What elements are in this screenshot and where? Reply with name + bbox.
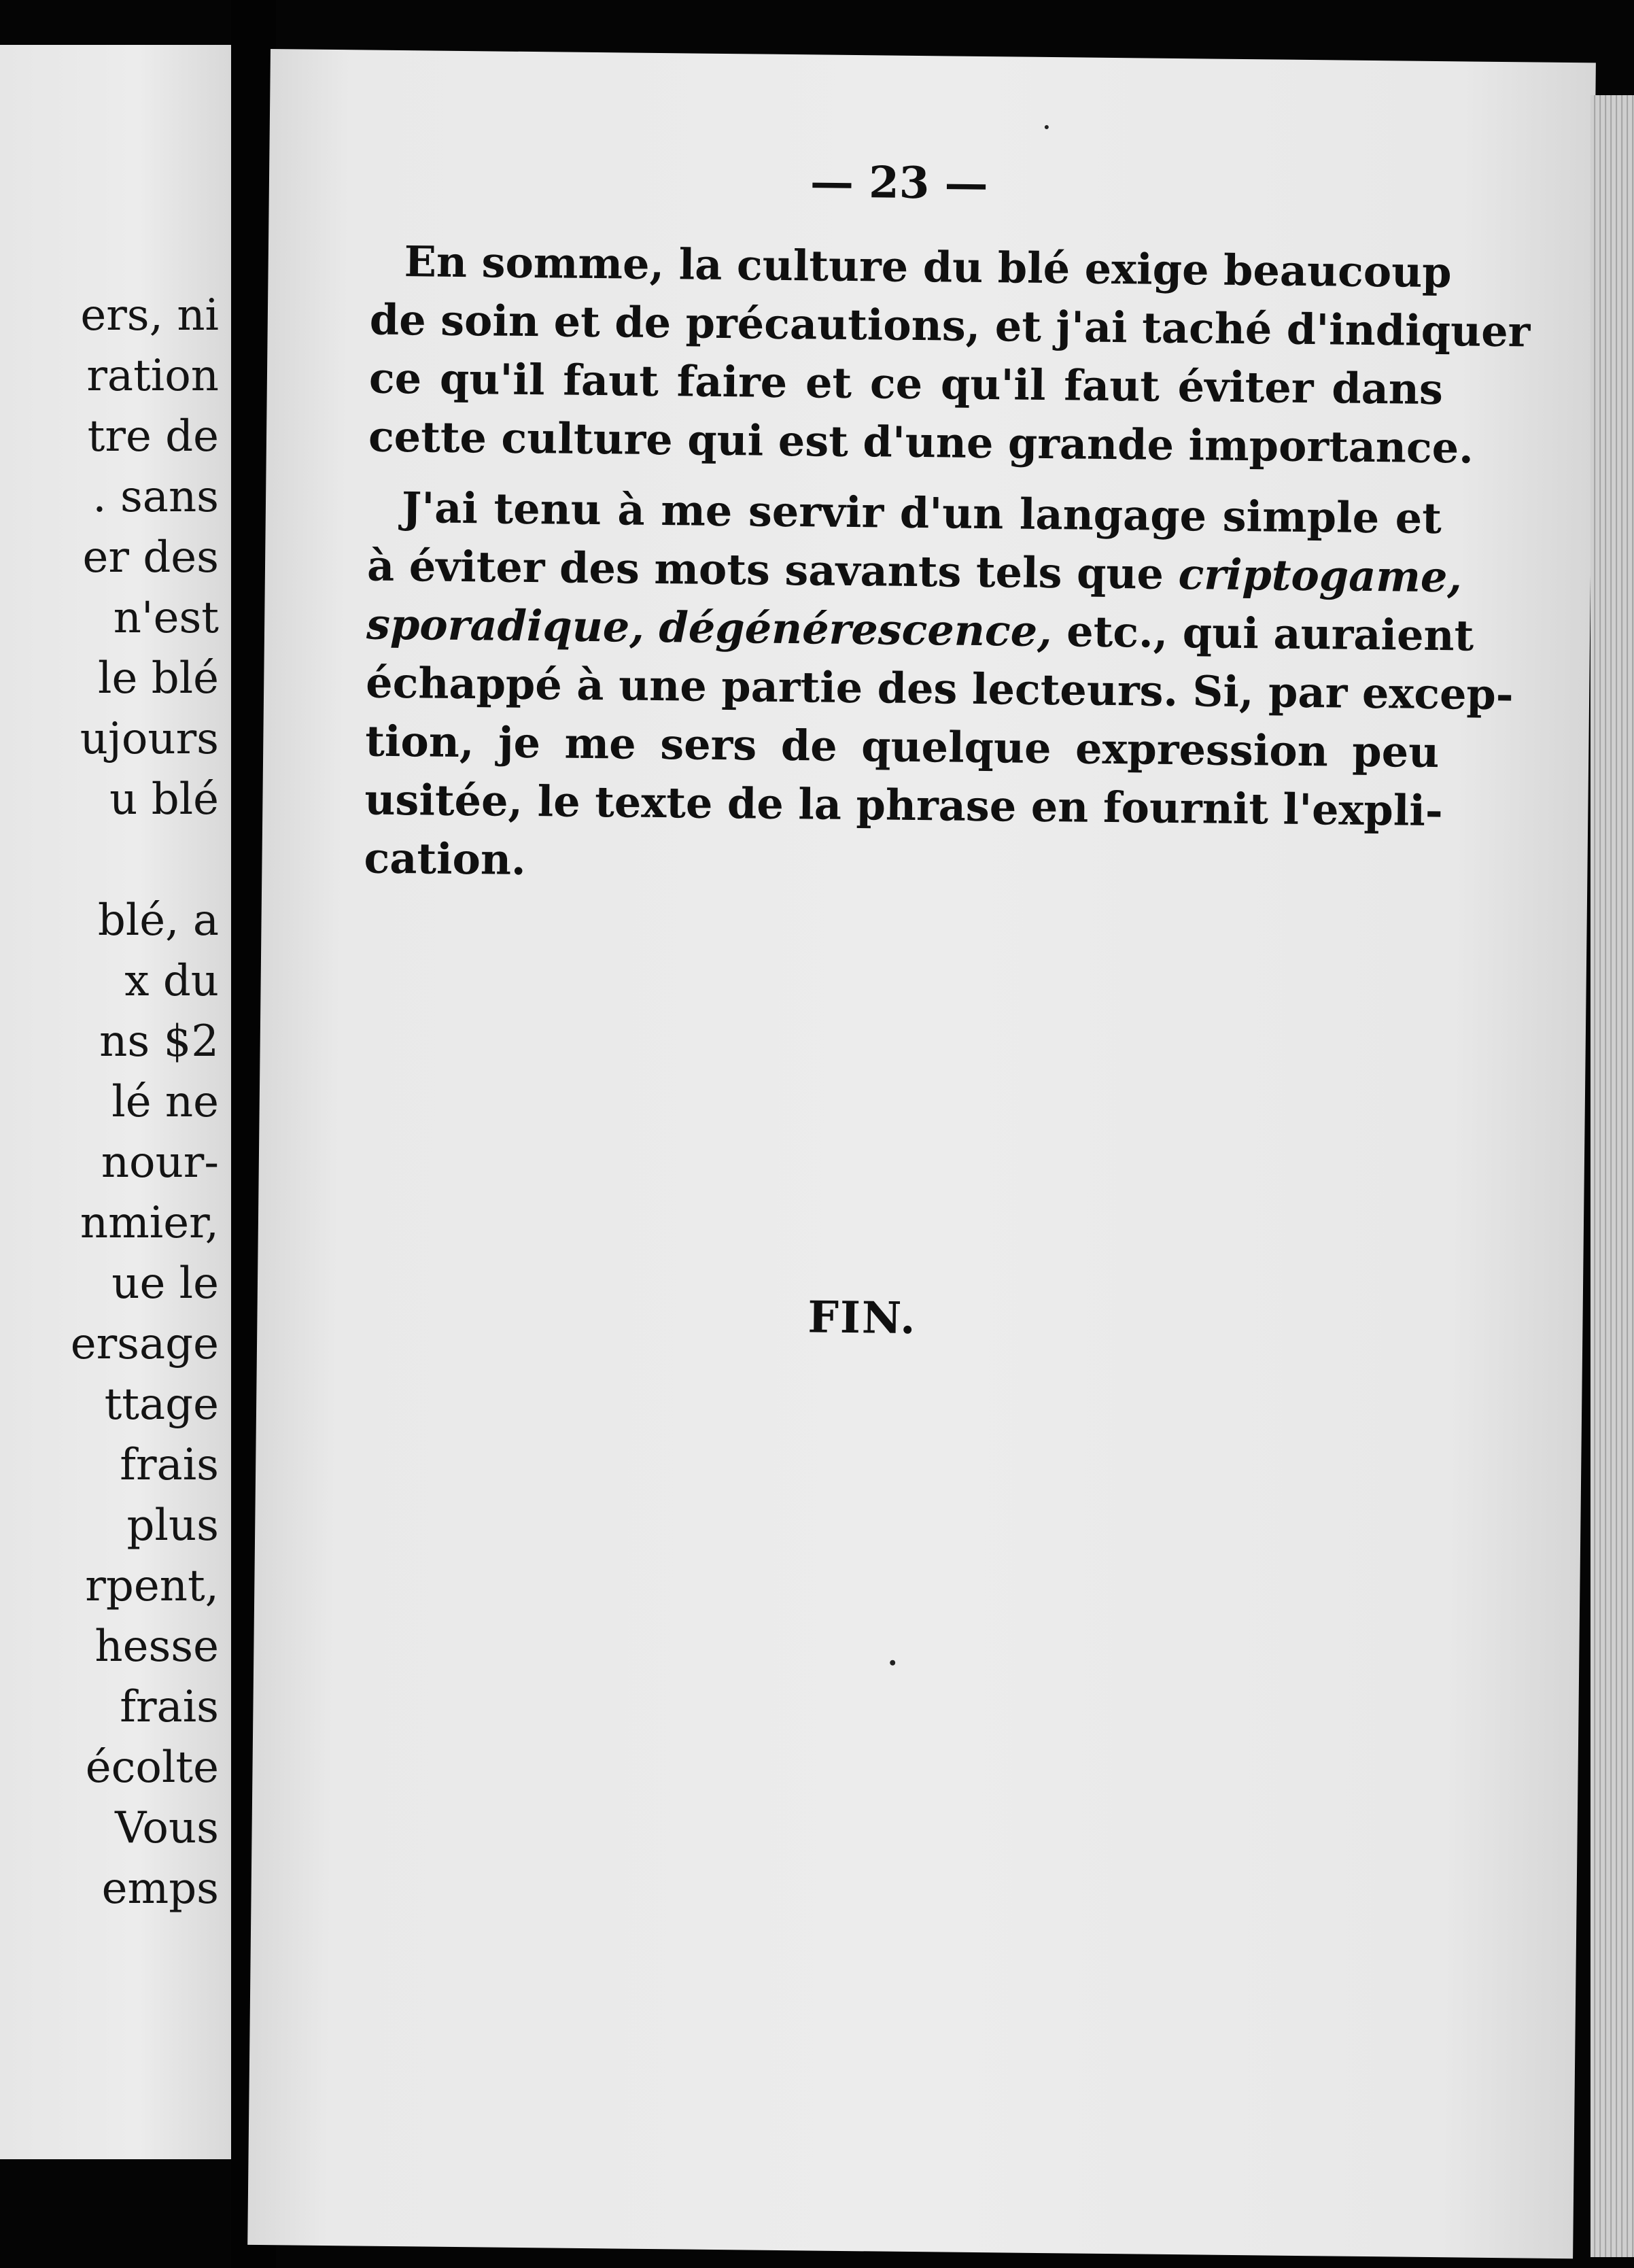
left-page-line-fragment: tre de [87, 411, 219, 462]
left-page-line-fragment: ns $2 [99, 1016, 219, 1067]
left-page-line-fragment: le blé [98, 653, 219, 704]
left-page-line-fragment: x du [124, 956, 219, 1006]
left-page-line-fragment: rpent, [85, 1561, 219, 1611]
left-page-line-fragment: ration [86, 351, 219, 401]
left-page-line-fragment: . sans [92, 472, 219, 522]
page-number: — 23 — [810, 156, 988, 210]
italic-term-criptogame: criptogame, [1178, 549, 1463, 602]
ink-speck [890, 1660, 895, 1666]
left-page-line-fragment: blé, a [97, 895, 219, 946]
left-page-line-fragment: écolte [85, 1742, 219, 1793]
left-page-line-fragment: ttage [104, 1379, 219, 1430]
left-page-line-fragment: frais [120, 1682, 219, 1732]
paragraph-2-line-4: échappé à une partie des lecteurs. Si, par excep- [365, 657, 1514, 720]
paragraph-2-line-2 [366, 540, 1463, 602]
left-page-line-fragment: Vous [115, 1803, 219, 1853]
page-edges [1590, 95, 1634, 2257]
paragraph-2-line-5: tion, je me sers de quelque expression peu [364, 716, 1440, 778]
paragraph-2-line-1: J'ai tenu à me servir d'un langage simple et [401, 483, 1442, 544]
left-page-line-fragment: emps [101, 1863, 219, 1914]
paragraph-2-line-3 [366, 599, 1474, 661]
paragraph-1-line-4: cette culture qui est d'une grande importance. [368, 411, 1474, 473]
left-page-line-fragment: lé ne [111, 1077, 219, 1127]
left-page-line-fragment: nmier, [80, 1198, 219, 1248]
left-page-line-fragment: u blé [109, 774, 219, 825]
italic-term-degenerescence: dégénérescence, [659, 602, 1053, 657]
left-page-line-fragment: plus [126, 1500, 219, 1551]
closing-fin: FIN. [807, 1292, 917, 1345]
left-page-line-fragment: er des [82, 532, 219, 583]
paragraph-2-line-2-text: à éviter des mots savants tels que [366, 540, 1179, 600]
paragraph-1-line-1: En somme, la culture du blé exige beaucoup [404, 237, 1453, 298]
paragraph-1-line-2: de soin et de précautions, et j'ai taché d'indiquer [369, 294, 1531, 357]
left-page-text-fragments [0, 45, 231, 2159]
left-page-line-fragment: ers, ni [80, 290, 219, 341]
left-page-line-fragment: nour- [101, 1137, 219, 1188]
page-content [247, 49, 1596, 2258]
left-page-line-fragment: ue le [111, 1258, 219, 1309]
paragraph-2-line-6: usitée, le texte de la phrase en fournit l'expli- [364, 774, 1444, 836]
left-page-line-fragment: ujours [80, 714, 219, 764]
left-page-line-fragment: hesse [94, 1621, 219, 1672]
left-facing-page [0, 45, 231, 2159]
right-page [247, 49, 1596, 2258]
paragraph-2-line-3-text: etc., qui auraient [1051, 606, 1474, 661]
left-page-line-fragment: n'est [113, 593, 219, 643]
italic-term-sporadique: sporadique, [366, 599, 645, 652]
ink-speck [1045, 125, 1049, 129]
paragraph-1-line-3: ce qu'il faut faire et ce qu'il faut éviter dans [368, 353, 1444, 415]
paragraph-2-line-7: cation. [364, 833, 527, 884]
left-page-line-fragment: ersage [70, 1319, 219, 1369]
left-page-line-fragment: frais [120, 1440, 219, 1490]
